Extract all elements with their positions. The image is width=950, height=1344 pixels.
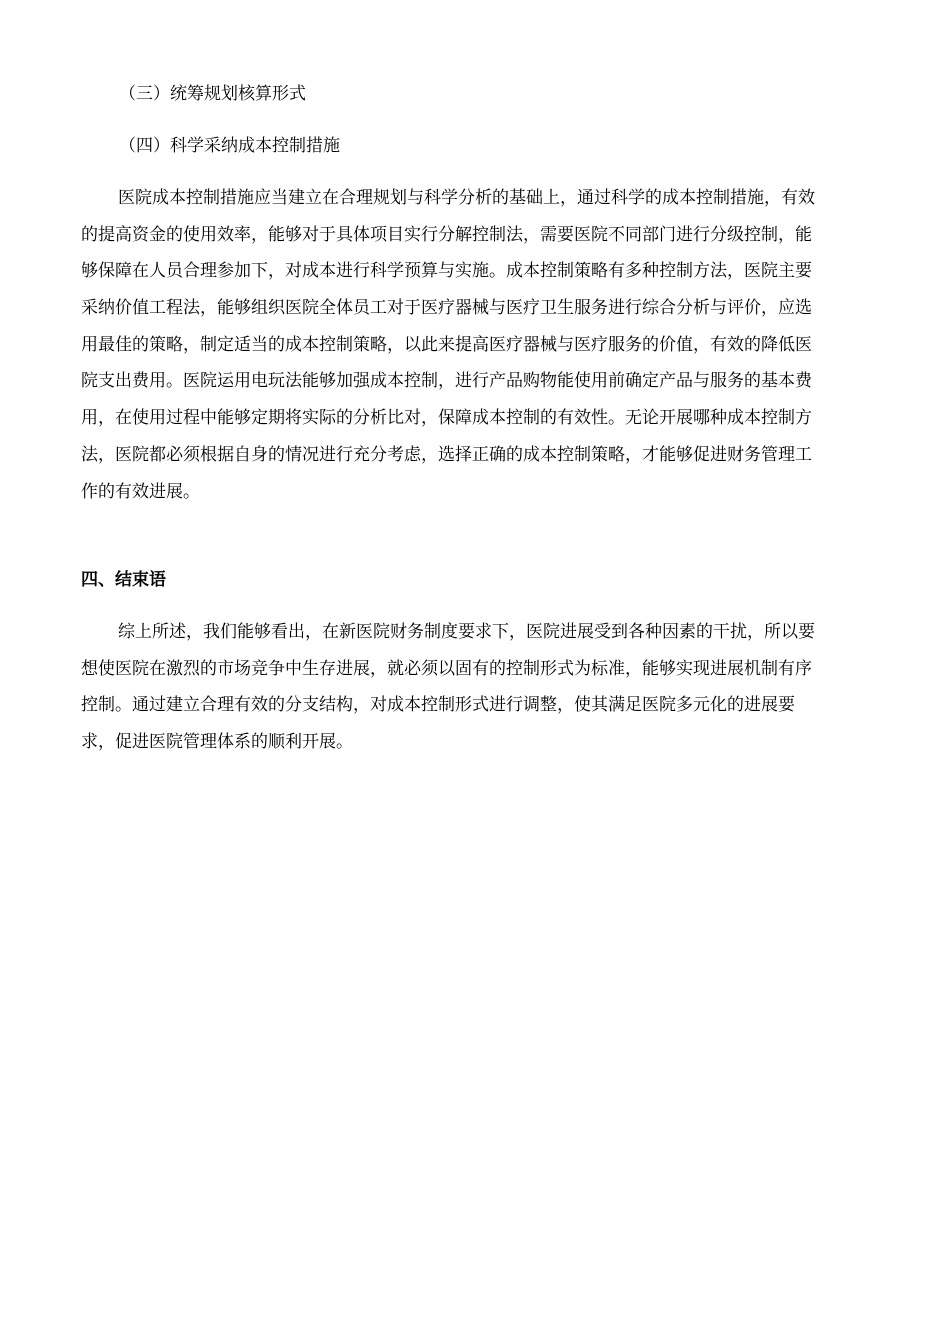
paragraph-line: 求，促进医院管理体系的顺利开展。 (81, 732, 353, 753)
paragraph-line: 法，医院都必须根据自身的情况进行充分考虑，选择正确的成本控制策略，才能够促进财务管理工 (81, 444, 812, 465)
paragraph-line: 院支出费用。医院运用电玩法能够加强成本控制，进行产品购物能使用前确定产品与服务的基本费 (81, 371, 812, 392)
paragraph-line: 想使医院在激烈的市场竞争中生存进展，就必须以固有的控制形式为标准，能够实现进展机制有序 (81, 658, 812, 679)
paragraph-line: 医院成本控制措施应当建立在合理规划与科学分析的基础上，通过科学的成本控制措施，有效 (118, 188, 815, 208)
subheading-3: （三）统筹规划核算形式 (119, 84, 306, 104)
subheading-4: （四）科学采纳成本控制措施 (119, 136, 340, 156)
paragraph-cost-control (81, 180, 861, 510)
paragraph-line: 的提高资金的使用效率，能够对于具体项目实行分解控制法，需要医院不同部门进行分级控制，能 (81, 224, 812, 245)
paragraph-line: 用，在使用过程中能够定期将实际的分析比对，保障成本控制的有效性。无论开展哪种成本控制方 (81, 408, 812, 429)
paragraph-conclusion (81, 614, 861, 761)
section-heading-conclusion: 四、结束语 (81, 570, 166, 590)
paragraph-line: 综上所述，我们能够看出，在新医院财务制度要求下，医院进展受到各种因素的干扰，所以要 (118, 622, 815, 642)
paragraph-line: 控制。通过建立合理有效的分支结构，对成本控制形式进行调整，使其满足医院多元化的进展要 (81, 695, 795, 716)
paragraph-line: 够保障在人员合理参加下，对成本进行科学预算与实施。成本控制策略有多种控制方法，医院主要 (81, 261, 812, 282)
paragraph-line: 作的有效进展。 (81, 481, 200, 502)
paragraph-line: 用最佳的策略，制定适当的成本控制策略，以此来提高医疗器械与医疗服务的价值，有效的降低医 (81, 334, 812, 355)
paragraph-line: 采纳价值工程法，能够组织医院全体员工对于医疗器械与医疗卫生服务进行综合分析与评价，应选 (81, 298, 812, 319)
